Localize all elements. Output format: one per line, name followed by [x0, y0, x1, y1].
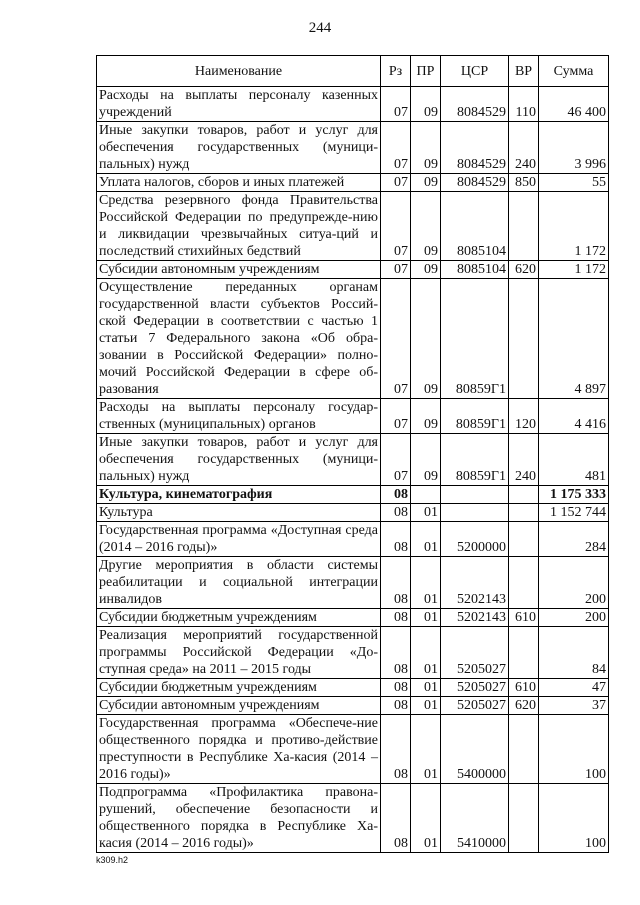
cell-vr: 240 — [509, 434, 539, 486]
cell-sum: 481 — [539, 434, 609, 486]
cell-csr: 5205027 — [441, 679, 509, 697]
cell-rz: 08 — [381, 715, 411, 784]
cell-name: Средства резервного фонда Правительства Российской Федерации по предупрежде-нию и ликвидации чрезвычайных ситуа-ций и последствий стихийных бедствий — [97, 192, 381, 261]
cell-vr — [509, 557, 539, 609]
cell-sum: 200 — [539, 557, 609, 609]
cell-sum: 200 — [539, 609, 609, 627]
cell-rz: 07 — [381, 261, 411, 279]
cell-rz: 07 — [381, 434, 411, 486]
budget-table — [96, 55, 609, 853]
cell-csr: 8084529 — [441, 174, 509, 192]
cell-rz: 07 — [381, 174, 411, 192]
table-row — [97, 609, 609, 627]
page-number: 244 — [308, 20, 332, 36]
cell-name: Субсидии автономным учреждениям — [97, 697, 381, 715]
cell-vr — [509, 522, 539, 557]
cell-name: Подпрограмма «Профилактика правона-рушений, обеспечение безопасности и общественного порядка в Республике Ха-касия (2014 – 2016 годы)» — [97, 784, 381, 853]
cell-vr: 850 — [509, 174, 539, 192]
cell-name: Иные закупки товаров, работ и услуг для обеспечения государственных (муници-пальных) нужд — [97, 434, 381, 486]
cell-rz: 08 — [381, 609, 411, 627]
cell-name: Государственная программа «Доступная среда (2014 – 2016 годы)» — [97, 522, 381, 557]
header-pr: ПР — [411, 56, 441, 87]
cell-pr: 09 — [411, 122, 441, 174]
cell-vr: 620 — [509, 697, 539, 715]
cell-sum: 100 — [539, 715, 609, 784]
cell-csr: 8085104 — [441, 261, 509, 279]
cell-rz: 08 — [381, 627, 411, 679]
cell-pr: 09 — [411, 279, 441, 399]
table-row — [97, 784, 609, 853]
cell-rz: 07 — [381, 192, 411, 261]
cell-name: Субсидии бюджетным учреждениям — [97, 609, 381, 627]
cell-sum: 1 172 — [539, 261, 609, 279]
cell-pr: 09 — [411, 261, 441, 279]
table-row — [97, 261, 609, 279]
cell-vr: 610 — [509, 609, 539, 627]
cell-rz: 08 — [381, 697, 411, 715]
table-row — [97, 486, 609, 504]
cell-csr: 5205027 — [441, 627, 509, 679]
table-row — [97, 627, 609, 679]
table-row — [97, 279, 609, 399]
cell-csr: 5200000 — [441, 522, 509, 557]
cell-sum: 46 400 — [539, 87, 609, 122]
cell-csr — [441, 486, 509, 504]
table-row — [97, 715, 609, 784]
cell-pr: 01 — [411, 627, 441, 679]
cell-vr — [509, 192, 539, 261]
table-row — [97, 697, 609, 715]
cell-csr: 8085104 — [441, 192, 509, 261]
table-row — [97, 192, 609, 261]
cell-rz: 08 — [381, 784, 411, 853]
cell-vr — [509, 784, 539, 853]
cell-sum: 84 — [539, 627, 609, 679]
cell-name: Культура — [97, 504, 381, 522]
cell-vr — [509, 279, 539, 399]
cell-rz: 08 — [381, 557, 411, 609]
cell-csr: 5202143 — [441, 609, 509, 627]
cell-sum: 1 152 744 — [539, 504, 609, 522]
cell-vr — [509, 627, 539, 679]
cell-name: Расходы на выплаты персоналу государ-ственных (муниципальных) органов — [97, 399, 381, 434]
header-sum: Сумма — [539, 56, 609, 87]
table-row — [97, 399, 609, 434]
cell-pr: 01 — [411, 522, 441, 557]
cell-csr: 80859Г1 — [441, 434, 509, 486]
cell-sum: 3 996 — [539, 122, 609, 174]
cell-csr: 8084529 — [441, 87, 509, 122]
table-row — [97, 504, 609, 522]
cell-vr: 110 — [509, 87, 539, 122]
cell-csr: 80859Г1 — [441, 279, 509, 399]
cell-rz: 08 — [381, 679, 411, 697]
cell-rz: 07 — [381, 87, 411, 122]
cell-sum: 47 — [539, 679, 609, 697]
cell-pr — [411, 486, 441, 504]
table-row — [97, 87, 609, 122]
cell-rz: 08 — [381, 522, 411, 557]
header-csr: ЦСР — [441, 56, 509, 87]
cell-sum: 284 — [539, 522, 609, 557]
cell-pr: 09 — [411, 399, 441, 434]
cell-name: Уплата налогов, сборов и иных платежей — [97, 174, 381, 192]
cell-csr: 5410000 — [441, 784, 509, 853]
cell-vr — [509, 715, 539, 784]
cell-csr: 80859Г1 — [441, 399, 509, 434]
cell-csr: 8084529 — [441, 122, 509, 174]
cell-pr: 01 — [411, 784, 441, 853]
cell-vr — [509, 504, 539, 522]
cell-name: Другие мероприятия в области системы реабилитации и социальной интеграции инвалидов — [97, 557, 381, 609]
cell-pr: 09 — [411, 87, 441, 122]
cell-rz: 07 — [381, 122, 411, 174]
cell-csr: 5202143 — [441, 557, 509, 609]
table-row — [97, 522, 609, 557]
cell-name: Реализация мероприятий государственной программы Российской Федерации «До-ступная среда» на 2011 – 2015 годы — [97, 627, 381, 679]
cell-vr — [509, 486, 539, 504]
footer-code: k309.h2 — [96, 855, 129, 865]
header-rz: Рз — [381, 56, 411, 87]
cell-pr: 01 — [411, 504, 441, 522]
cell-pr: 01 — [411, 609, 441, 627]
cell-pr: 09 — [411, 434, 441, 486]
cell-name: Иные закупки товаров, работ и услуг для обеспечения государственных (муници-пальных) нужд — [97, 122, 381, 174]
table-row — [97, 679, 609, 697]
cell-name: Субсидии автономным учреждениям — [97, 261, 381, 279]
cell-sum: 1 175 333 — [539, 486, 609, 504]
cell-sum: 100 — [539, 784, 609, 853]
table-row — [97, 557, 609, 609]
cell-pr: 01 — [411, 715, 441, 784]
cell-vr: 240 — [509, 122, 539, 174]
cell-sum: 4 416 — [539, 399, 609, 434]
cell-pr: 01 — [411, 557, 441, 609]
cell-name: Государственная программа «Обеспече-ние общественного порядка и противо-действие преступности в Республике Ха-касия (2014 – 2016 годы)» — [97, 715, 381, 784]
cell-rz: 08 — [381, 486, 411, 504]
cell-vr: 610 — [509, 679, 539, 697]
header-vr: ВР — [509, 56, 539, 87]
cell-pr: 09 — [411, 174, 441, 192]
cell-name: Осуществление переданных органам государственной власти субъектов Россий-ской Федерации в соответствии с частью 1 статьи 7 Федерального закона «Об обра-зовании в Российской Федерации» полно-мочий Российской Федерации в сфере об-разования — [97, 279, 381, 399]
cell-name: Расходы на выплаты персоналу казенных учреждений — [97, 87, 381, 122]
cell-csr: 5205027 — [441, 697, 509, 715]
cell-rz: 07 — [381, 399, 411, 434]
table-row — [97, 174, 609, 192]
cell-csr: 5400000 — [441, 715, 509, 784]
cell-sum: 37 — [539, 697, 609, 715]
cell-sum: 1 172 — [539, 192, 609, 261]
table-header-row — [97, 56, 609, 87]
cell-pr: 01 — [411, 679, 441, 697]
table-body — [97, 87, 609, 853]
cell-sum: 4 897 — [539, 279, 609, 399]
cell-name: Культура, кинематография — [97, 486, 381, 504]
cell-name: Субсидии бюджетным учреждениям — [97, 679, 381, 697]
cell-pr: 01 — [411, 697, 441, 715]
cell-rz: 07 — [381, 279, 411, 399]
header-name: Наименование — [97, 56, 381, 87]
table-row — [97, 122, 609, 174]
cell-vr: 620 — [509, 261, 539, 279]
cell-csr — [441, 504, 509, 522]
cell-rz: 08 — [381, 504, 411, 522]
cell-sum: 55 — [539, 174, 609, 192]
cell-vr: 120 — [509, 399, 539, 434]
table-row — [97, 434, 609, 486]
cell-pr: 09 — [411, 192, 441, 261]
